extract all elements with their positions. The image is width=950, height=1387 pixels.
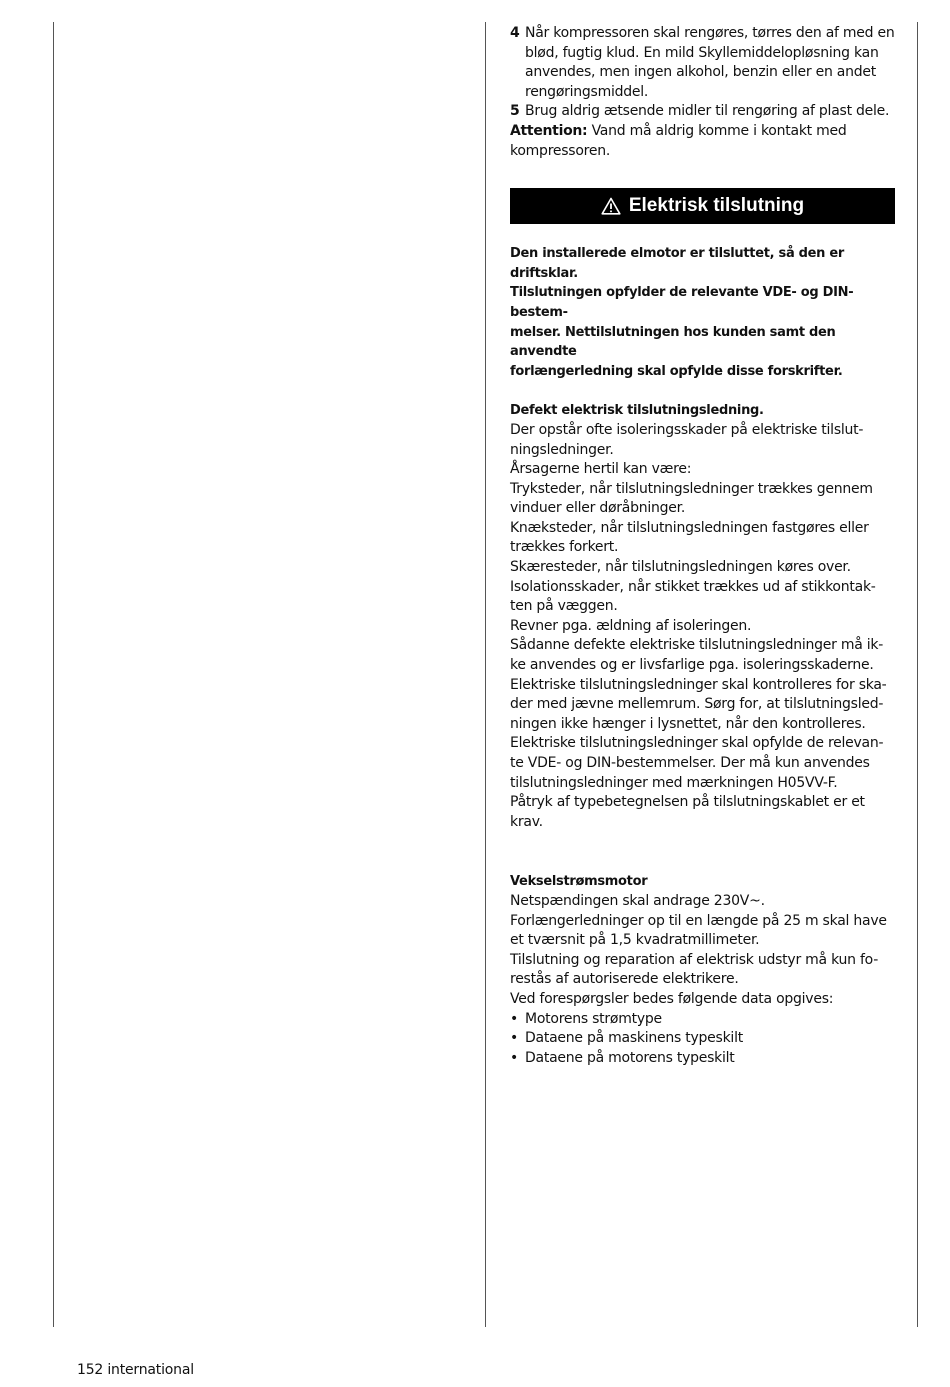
attention-text: Vand må aldrig komme i kontakt med kompressoren.: [510, 122, 847, 159]
section-banner: [510, 188, 895, 224]
defect-line: tilslutningsledninger med mærkningen H05VV-F.: [510, 774, 838, 791]
defect-line: ten på væggen.: [510, 598, 618, 615]
defect-line: ningsledninger.: [510, 441, 614, 458]
bullet-item: [510, 1029, 895, 1049]
page-footer: 152 international: [77, 1362, 194, 1378]
defect-line: Isolationsskader, når stikket trækkes ud af stikkontak-: [510, 578, 876, 595]
attention-note: [510, 122, 895, 161]
item-number: 5: [510, 103, 520, 120]
intro-line: melser. Nettilslutningen hos kunden samt den anvendte: [510, 324, 836, 360]
bullet-dot: •: [510, 1010, 519, 1027]
ac-motor-line: Forlængerledninger op til en længde på 25 m skal have: [510, 912, 887, 929]
defect-line: Sådanne defekte elektriske tilslutningsledninger må ik-: [510, 637, 884, 654]
defect-line: vinduer eller døråbninger.: [510, 500, 686, 517]
attention-label: Attention:: [510, 122, 588, 139]
cleaning-item-4: [510, 24, 895, 102]
defect-line: der med jævne mellemrum. Sørg for, at tilslutningsled-: [510, 696, 884, 713]
left-margin-rule: [53, 22, 54, 1327]
bullet-item: [510, 1049, 895, 1069]
defect-section: [510, 401, 895, 832]
intro-line: Den installerede elmotor er tilsluttet, så den er driftsklar.: [510, 246, 844, 281]
right-margin-rule: [917, 22, 918, 1327]
intro-line: Tilslutningen opfylder de relevante VDE- og DIN-bestem-: [510, 285, 854, 320]
defect-line: ke anvendes og er livsfarlige pga. isoleringsskaderne.: [510, 657, 874, 674]
defect-line: Elektriske tilslutningsledninger skal kontrolleres for ska-: [510, 676, 887, 693]
item-text: Når kompressoren skal rengøres, tørres den af med en blød, fugtig klud. En mild Skyllemiddelopløsning kan anvendes, men ingen alkohol, benzin eller en andet rengøringsmiddel.: [525, 25, 895, 100]
bullet-text: Dataene på maskinens typeskilt: [525, 1030, 743, 1047]
defect-line: Knæksteder, når tilslutningsledningen fastgøres eller: [510, 519, 869, 536]
intro-line: forlængerledning skal opfylde disse forskrifter.: [510, 363, 843, 379]
defect-line: Tryksteder, når tilslutningsledninger trækkes gennem: [510, 480, 873, 497]
ac-motor-line: Netspændingen skal andrage 230V~.: [510, 892, 765, 909]
defect-line: Årsagerne hertil kan være:: [510, 461, 692, 478]
bullet-text: Motorens strømtype: [525, 1010, 662, 1027]
defect-line: Revner pga. ældning af isoleringen.: [510, 617, 752, 634]
defect-line: trækkes forkert.: [510, 539, 619, 556]
warning-triangle-icon: [601, 197, 621, 215]
defect-line: te VDE- og DIN-bestemmelser. Der må kun anvendes: [510, 755, 870, 771]
defect-line: Skæresteder, når tilslutningsledningen køres over.: [510, 559, 851, 576]
column-divider-rule: [485, 22, 486, 1327]
defect-line: ningen ikke hænger i lysnettet, når den kontrolleres.: [510, 715, 866, 732]
defect-line: krav.: [510, 813, 543, 830]
ac-motor-line: Tilslutning og reparation af elektrisk udstyr må kun fo-: [510, 951, 878, 968]
defect-line: Påtryk af typebetegnelsen på tilslutningskablet er et: [510, 794, 865, 811]
defect-line: Elektriske tilslutningsledninger skal opfylde de relevan-: [510, 735, 884, 752]
bullet-dot: •: [510, 1030, 519, 1047]
defect-line: Der opstår ofte isoleringsskader på elektriske tilslut-: [510, 421, 864, 438]
bullet-dot: •: [510, 1049, 519, 1066]
ac-motor-heading: Vekselstrømsmotor: [510, 874, 648, 890]
banner-title: Elektrisk tilslutning: [628, 195, 805, 217]
ac-motor-section: [510, 872, 895, 1068]
intro-bold-paragraph: [510, 244, 895, 381]
bullet-item: [510, 1010, 895, 1030]
ac-motor-line: restås af autoriserede elektrikere.: [510, 971, 739, 988]
ac-motor-line: Ved forespørgsler bedes følgende data opgives:: [510, 990, 834, 1007]
right-column: [510, 24, 895, 1068]
ac-motor-line: et tværsnit på 1,5 kvadratmillimeter.: [510, 932, 760, 949]
bullet-text: Dataene på motorens typeskilt: [525, 1049, 735, 1066]
defect-heading: Defekt elektrisk tilslutningsledning.: [510, 403, 764, 419]
cleaning-item-5: [510, 102, 895, 122]
item-text: Brug aldrig ætsende midler til rengøring af plast dele.: [525, 103, 890, 120]
item-number: 4: [510, 25, 520, 41]
